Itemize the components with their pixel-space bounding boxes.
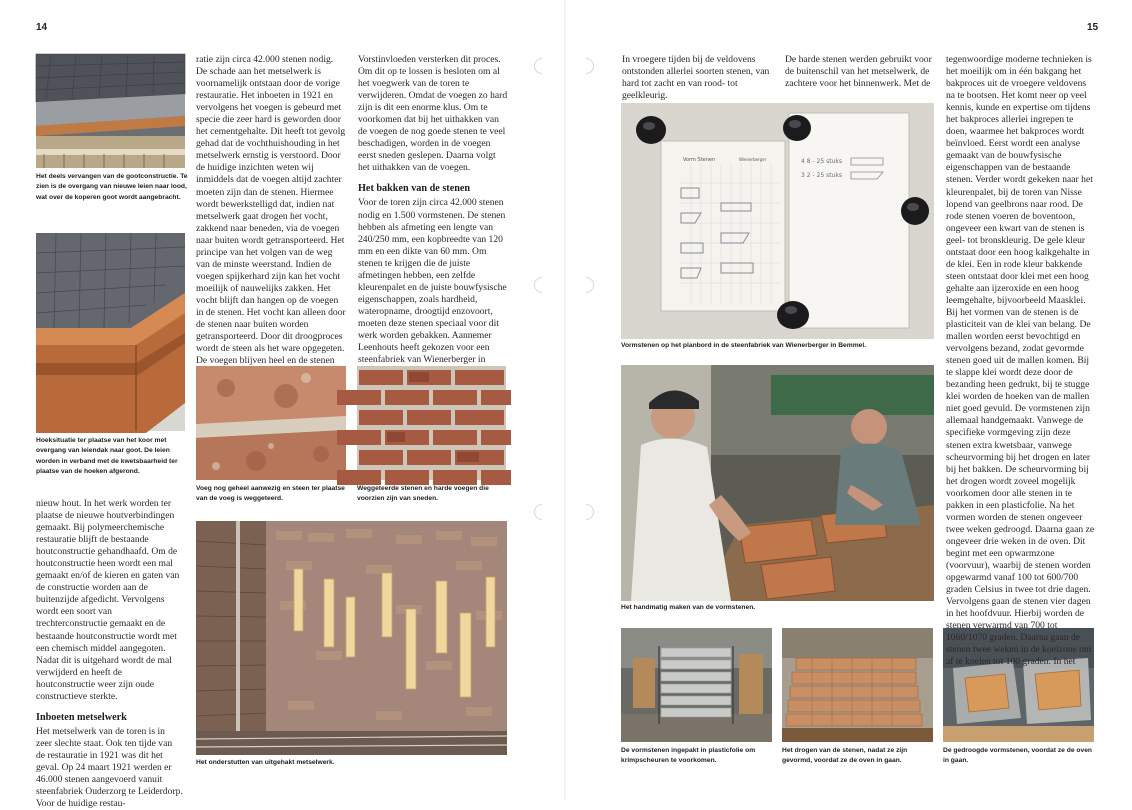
paragraph-modern-techniques: tegenwoordige moderne technieken is het moeilijk om in één bakgang het bakproces uit de vroegere veldovens na te bootsen. Het komt neer op veel kennis, kunde en expertise om tijdens het bakproces allerlei ingrepen te doen, waarmee het bakproces wordt beïnvloed. Eerst wordt een analyse gemaakt van de bouwfysische eigenschappen van de bestaande stenen. Verder wordt gekeken naar het kleurenpalet, bij de toren van Nisse lopend van geelbrons naar rood. De rode stenen voeren de boventoon, ongeveer een kwart van de stenen is geel- tot bronskleurig. De gele kleur ontstaat door een hoog kalkgehalte in de klei. Een in rode kleur bakkende steen ontstaat door klei met een hoog gehalte aan ijzeroxide en een hoog leemgehalte, bijvoorbeeld Maasklei. Bij het vormen van de stenen is de plasticiteit van de klei van belang. De mallen worden eerst bevochtigd en vervolgens bezand, zodat gevormde stenen goed uit de mallen komen. Bij te slappe klei wordt deze door de bezanding heen gedrukt, bij te stugge klei worden de hoeken van de mallen niet goed gevuld. De vormstenen zijn allemaal handgemaakt. Vanwege de specifieke vormgeving zijn deze stenen extra kwetsbaar, vanwege scheurvorming bij het drogen en later bij het bakken. De scheurvorming bij het drogen wordt zoveel mogelijk voorkomen door alle stenen in te pakken in een plasticfolie. Na het vormen worden de stenen ongeveer twee weken gedroogd. Daarna gaan ze ongeveer drie weken in de oven. Dit begint met een opwarmzone (voorvuur), waarbij de stenen worden opgewarmd vanaf 100 tot 600/700 graden Celsius in twee tot drie dagen. Vervolgens gaan de stenen vier dagen in het hoofdvuur. Hierbij worden de stenen verwarmd van 700 tot 1060/1070 graden. Daarna gaan de stenen twee weken in de koelzone om af te koelen tot 100 graden. In het	[946, 54, 1095, 668]
spread-gutter	[564, 0, 566, 800]
caption-supports: Het onderstutten van uitgehakt metselwerk.	[196, 759, 335, 766]
caption-handmade: Het handmatig maken van de vormstenen.	[621, 604, 756, 611]
caption-moulds-board: Vormstenen op het planbord in de steenfabriek van Wienerberger in Bemmel.	[621, 342, 867, 349]
photo-packed-moulds	[621, 628, 772, 742]
page-number-left: 14	[36, 22, 48, 33]
caption-dried: De gedroogde vormstenen, voordat ze de oven in gaan.	[943, 747, 1093, 765]
punch-hole-mark	[586, 58, 594, 74]
heading-inboeten-metselwerk: Inboeten metselwerk	[36, 711, 127, 723]
photo-roof-gutter	[36, 54, 185, 168]
paragraph-masonry: Het metselwerk van de toren is in zeer slechte staat. Ook ten tijde van de restauratie in 1921 was dit het geval. Op 24 maart 1921 werden er 46.000 stenen aangevoerd vanuit steenfabriek Ouderzorg te Leiderdorp. Voor de huidige restau-	[36, 725, 183, 810]
photo-masonry-supports	[196, 521, 507, 755]
text-column-6	[946, 54, 1096, 668]
photo-eroded-bricks	[357, 366, 506, 480]
text-column-3	[358, 54, 509, 378]
board-sheet-brand: Wienerberger	[739, 157, 767, 162]
board-note-1: 4 8 - 25 stuks	[801, 158, 842, 165]
paragraph-frost: Vorstinvloeden versterken dit proces. Om dit op te lossen is besloten om al het voegwerk van de toren te verwijderen. Omdat de voegen zo hard zijn is dit een enorme klus. Om te voorkomen dat bij het uithakken van de voegen de nog goede stenen te veel beschadigen, worden in de voegen eerst sneden geslepen. Daarna volgt het uithakken van de voegen.	[358, 54, 508, 174]
board-sheet-title: Vorm Stenen	[683, 157, 716, 163]
paragraph-wood-restoration: nieuw hout. In het werk worden ter plaatse de nieuwe houtverbindingen gemaakt. Bij polymeerchemische restauratie blijft de bestaande houtconstructie gehandhaafd. Om de houtconstructie heen wordt een mal gemaakt en/of de kieren en gaten van de constructie worden aan de buitenzijde afgedicht. Vervolgens wordt een soort van trechterconstructie gemaakt en de bestaande houtconstructie wordt met een chemisch middel aangegoten. Nadat dit is uitgehard wordt de mal verwijderd en heeft de houtconstructie weer zijn oude constructieve sterkte.	[36, 498, 180, 702]
caption-eroded-bricks: Weggeteerde stenen en harde voegen die voorzien zijn van sneden.	[357, 485, 489, 503]
punch-hole-mark	[586, 277, 594, 293]
text-column-5	[785, 54, 935, 90]
heading-bakken-stenen: Het bakken van de stenen	[358, 183, 471, 195]
photo-joint-closeup	[196, 366, 346, 480]
photo-moulds-board	[621, 103, 934, 339]
photo-drying-bricks	[782, 628, 933, 742]
punch-hole-mark	[586, 504, 594, 520]
punch-hole-mark	[534, 504, 542, 520]
page-number-right: 15	[1087, 22, 1099, 33]
paragraph-baking: Voor de toren zijn circa 42.000 stenen nodig en 1.500 vormstenen. De stenen hebben als afmeting een lengte van 240/250 mm, een kopbreedte van 120 mm en een dikte van 60 mm. Om stenen te krijgen die de juiste afmetingen hebben, een zelfde kleurenpalet en de juiste bouwfysische eigenschappen, zoals hardheid, wateropname, droogtijd enzovoort, moeten deze stenen speciaal voor dit werk worden gebakken. Aannemer Leenhouts heeft gekozen voor een steenfabriek van Wienerberger in	[358, 197, 507, 366]
punch-hole-mark	[534, 277, 542, 293]
caption-packed: De vormstenen ingepakt in plasticfolie om krimpscheuren te voorkomen.	[621, 747, 756, 765]
photo-handmade-moulding	[621, 365, 934, 601]
paragraph-masonry-damage: ratie zijn circa 42.000 stenen nodig. De schade aan het metselwerk is voornamelijk ontstaan door de vorige restauratie. Het inboeten in 1921 en vervolgens het voegen is gebeurd met specie die zeer hard is geworden door het cementgehalte. Dit heeft tot gevolg gehad dat de vochthuishouding in het metselwerk ernstig is verstoord. Door de huidige inzichten weten wij inmiddels dat de voegen altijd zachter moeten zijn dan de stenen. Hiermee wordt bewerkstelligd dat, indien nat metselwerk gaat drogen het vocht, zakkend naar beneden, via de voegen naar buiten wordt getransporteerd. Het principe van het volgen van de weg van de minste weerstand. Indien de voegen spijkerhard zijn kan het vocht moeilijk of nauwelijks zakken. Het vocht blijft dan hangen op de voegen in de stenen. Het vocht kan alleen door de stenen naar buiten worden getransporteerd. Door dit droogproces wordt de steen als het ware opgegeten. De voegen blijven heel en de stenen	[196, 54, 346, 367]
text-column-2	[196, 54, 346, 379]
caption-drying: Het drogen van de stenen, nadat ze zijn gevormd, voordat ze de oven in gaan.	[782, 747, 908, 765]
caption-roof-gutter: Het deels vervangen van de gootconstructie. Te zien is de overgang van nieuwe leien naar lood, wat over de koperen goot wordt aangebracht.	[36, 173, 188, 201]
board-note-2: 3 2 - 25 stuks	[801, 172, 842, 179]
text-column-4	[622, 54, 774, 102]
paragraph-field-kilns: In vroegere tijden bij de veldovens ontstonden allerlei soorten stenen, van hard tot zacht en van rood- tot geelkleurig.	[622, 54, 770, 102]
caption-joint: Voeg nog geheel aanwezig en steen ter plaatse van de voeg is weggeteerd.	[196, 485, 345, 503]
punch-hole-mark	[534, 58, 542, 74]
photo-corner-copper	[36, 233, 185, 431]
text-column-1	[36, 498, 183, 810]
paragraph-hard-bricks: De harde stenen werden gebruikt voor de buitenschil van het metselwerk, de zachtere voor het binnenwerk. Met de	[785, 54, 932, 90]
caption-corner: Hoeksituatie ter plaatse van het koor met overgang van leiendak naar goot. De leien worden in verband met de kwetsbaarheid ter plaatse van de hoeken afgerond.	[36, 437, 178, 476]
